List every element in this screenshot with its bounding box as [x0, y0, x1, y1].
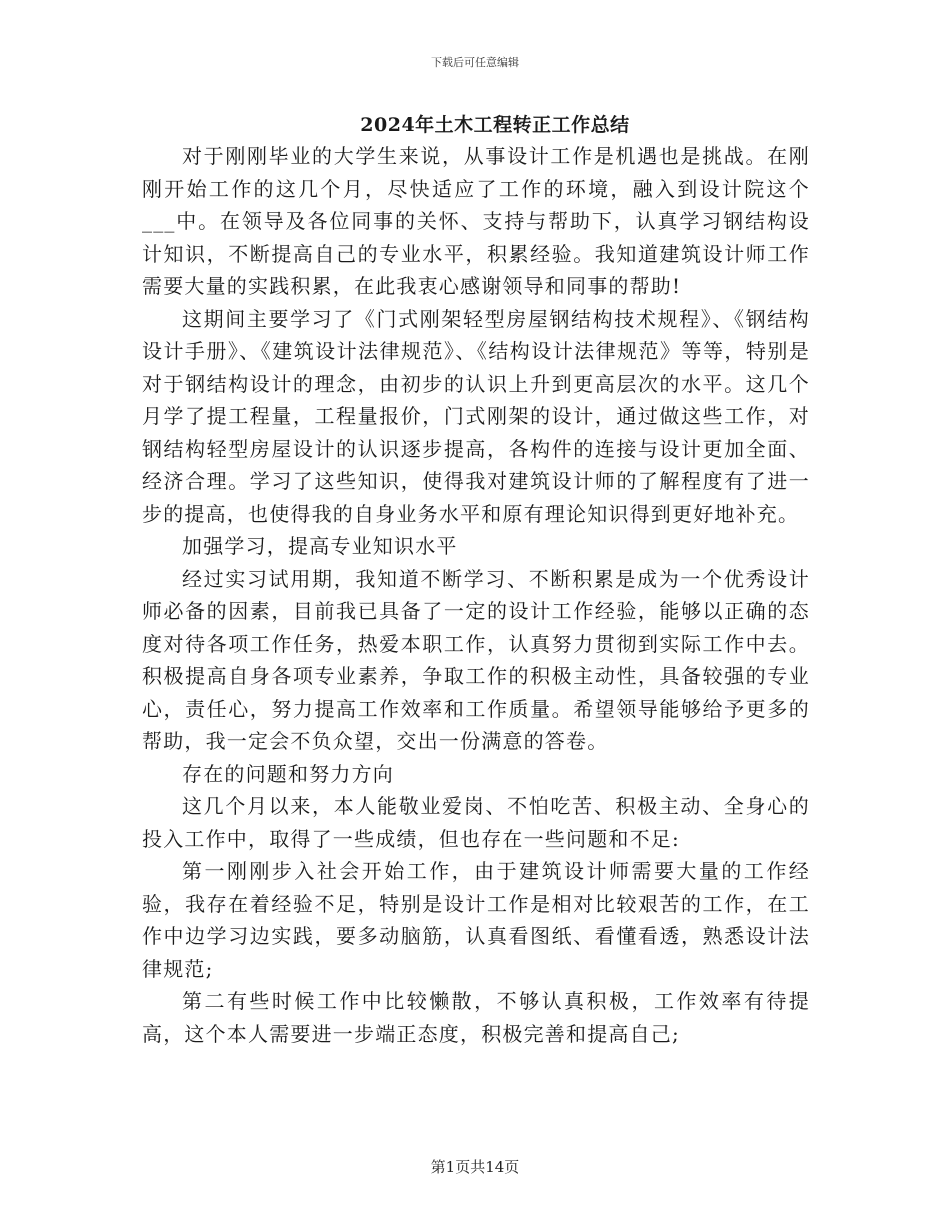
paragraph: 第一刚刚步入社会开始工作，由于建筑设计师需要大量的工作经验，我存在着经验不足，特别是设计工作是相对比较艰苦的工作，在工作中边学习边实践，要多动脑筋，认真看图纸、看懂看透，熟悉设计法律规范;: [142, 859, 810, 981]
paragraph: 经过实习试用期，我知道不断学习、不断积累是成为一个优秀设计师必备的因素，目前我已具备了一定的设计工作经验，能够以正确的态度对待各项工作任务，热爱本职工作，认真努力贯彻到实际工作中去。积极提高自身各项专业素养，争取工作的积极主动性，具备较强的专业心，责任心，努力提高工作效率和工作质量。希望领导能够给予更多的帮助，我一定会不负众望，交出一份满意的答卷。: [142, 566, 810, 753]
section-heading: 存在的问题和努力方向: [182, 761, 394, 786]
document-body: [142, 140, 810, 1050]
paragraph: 这几个月以来，本人能敬业爱岗、不怕吃苦、积极主动、全身心的投入工作中，取得了一些成绩，但也存在一些问题和不足:: [142, 794, 810, 851]
section-heading: 加强学习，提高专业知识水平: [182, 534, 458, 558]
paragraph: 第二有些时候工作中比较懒散，不够认真积极，工作效率有待提高，这个本人需要进一步端正态度，积极完善和提高自己;: [142, 989, 810, 1046]
page-header-note: 下载后可任意编辑: [431, 56, 519, 69]
paragraph: 这期间主要学习了《门式刚架轻型房屋钢结构技术规程》、《钢结构设计手册》、《建筑设计法律规范》、《结构设计法律规范》等等，特别是对于钢结构设计的理念，由初步的认识上升到更高层次的水平。这几个月学了提工程量，工程量报价，门式刚架的设计，通过做这些工作，对钢结构轻型房屋设计的认识逐步提高，各构件的连接与设计更加全面、经济合理。学习了这些知识，使得我对建筑设计师的了解程度有了进一步的提高，也使得我的自身业务水平和原有理论知识得到更好地补充。: [142, 306, 810, 526]
document-title: 2024年土木工程转正工作总结: [360, 114, 630, 136]
page-number-footer: 第1页共14页: [430, 1158, 520, 1176]
paragraph: 对于刚刚毕业的大学生来说，从事设计工作是机遇也是挑战。在刚刚开始工作的这几个月，尽快适应了工作的环境，融入到设计院这个___中。在领导及各位同事的关怀、支持与帮助下，认真学习钢结构设计知识，不断提高自己的专业水平，积累经验。我知道建筑设计师工作需要大量的实践积累，在此我衷心感谢领导和同事的帮助!: [142, 144, 810, 298]
